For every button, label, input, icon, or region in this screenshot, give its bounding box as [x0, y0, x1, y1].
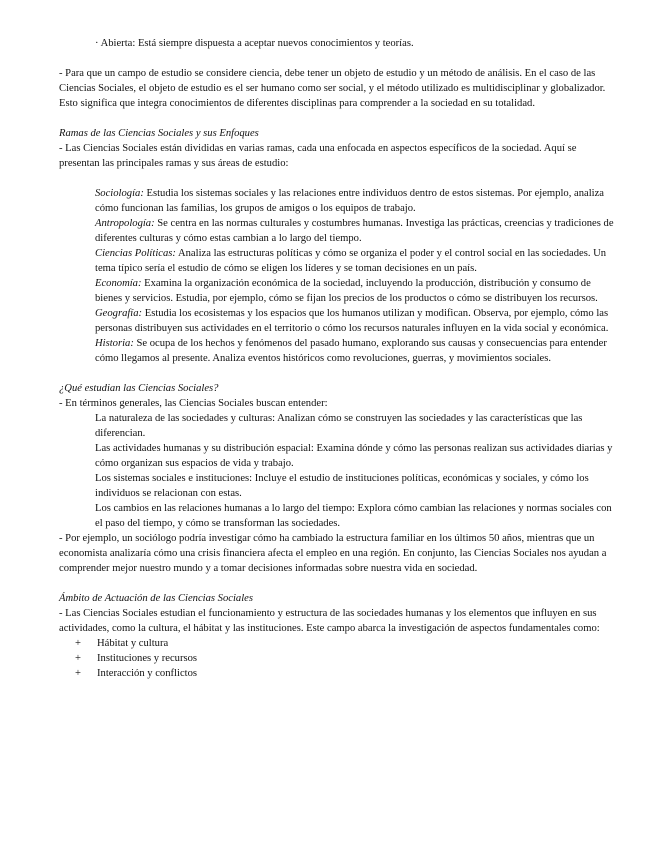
- rama-term: Geografía:: [95, 308, 143, 319]
- plus-bullet-icon: +: [75, 638, 81, 649]
- rama-item-sociologia: [95, 186, 615, 216]
- list-item: La naturaleza de las sociedades y culturas: Analizan cómo se construyen las sociedades y las características que las diferencian.: [95, 413, 583, 439]
- que-estudian-heading: ¿Qué estudian las Ciencias Sociales?: [59, 383, 219, 394]
- rama-text: Estudia los sistemas sociales y las relaciones entre individuos dentro de estos sistemas. Por ejemplo, analiza cómo funcionan las familias, los grupos de amigos o los equipos de trabajo.: [95, 188, 604, 214]
- ramas-list: [59, 186, 615, 366]
- list-item-text: Instituciones y recursos: [97, 653, 198, 664]
- rama-term: Economía:: [95, 278, 142, 289]
- rama-item-antropologia: [95, 216, 615, 246]
- rama-item-historia: [95, 336, 615, 366]
- rama-text: Estudia los ecosistemas y los espacios que los humanos utilizan y modifican. Observa, por ejemplo, cómo las personas distribuyen sus actividades en el territorio o cómo los recursos naturales influyen en la vida social y económica.: [95, 308, 609, 334]
- rama-text: Analiza las estructuras políticas y cómo se organiza el poder y el control social en las sociedades. Un tema típico sería el estudio de cómo se eligen los líderes y se toman decisiones en un país.: [95, 248, 607, 274]
- list-item-text: Interacción y conflictos: [97, 668, 198, 679]
- rama-text: Se ocupa de los hechos y fenómenos del pasado humano, explorando sus causas y consecuencias para entender cómo llegamos al presente. Analiza eventos históricos como revoluciones, guerras, y movimientos sociales.: [95, 338, 607, 364]
- list-item: Los cambios en las relaciones humanas a lo largo del tiempo: Explora cómo cambian las relaciones y normas sociales con el paso del tiempo, y cómo se transforman las sociedades.: [95, 503, 612, 529]
- rama-item-economia: [95, 276, 615, 306]
- ambito-bullet-list: [59, 636, 615, 681]
- ambito-heading: Ámbito de Actuación de las Ciencias Sociales: [59, 593, 253, 604]
- que-estudian-intro: - En términos generales, las Ciencias Sociales buscan entender:: [59, 398, 328, 409]
- list-item: [75, 636, 615, 651]
- list-item: Las actividades humanas y su distribución espacial: Examina dónde y cómo las personas realizan sus actividades diarias y cómo organizan sus espacios de vida y trabajo.: [95, 443, 613, 469]
- que-estudian-list: [59, 411, 615, 531]
- ambito-intro: - Las Ciencias Sociales estudian el funcionamiento y estructura de las sociedades humanas y los elementos que influyen en sus actividades, como la cultura, el hábitat y las instituciones. Este campo abarca la investigación de aspectos fundamentales como:: [59, 608, 600, 634]
- rama-text: Se centra en las normas culturales y costumbres humanas. Investiga las prácticas, creencias y tradiciones de diferentes culturas y cómo estas cambian a lo largo del tiempo.: [95, 218, 614, 244]
- science-definition-paragraph: - Para que un campo de estudio se considere ciencia, debe tener un objeto de estudio y un método de análisis. En el caso de las Ciencias Sociales, el objeto de estudio es el ser humano como ser social, y el método utilizado es multidisciplinar y globalizador. Esto significa que integra conocimientos de diferentes disciplinas para comprender a la sociedad en su totalidad.: [59, 68, 606, 109]
- plus-bullet-icon: +: [75, 653, 81, 664]
- list-item: [75, 651, 615, 666]
- ramas-intro: - Las Ciencias Sociales están divididas en varias ramas, cada una enfocada en aspectos específicos de la sociedad. Aquí se presentan las principales ramas y sus áreas de estudio:: [59, 143, 577, 169]
- rama-term: Ciencias Políticas:: [95, 248, 176, 259]
- rama-item-geografia: [95, 306, 615, 336]
- abierta-line: · Abierta: Está siempre dispuesta a aceptar nuevos conocimientos y teorías.: [95, 38, 414, 49]
- rama-term: Historia:: [95, 338, 134, 349]
- rama-term: Sociología:: [95, 188, 144, 199]
- ejemplo-paragraph: - Por ejemplo, un sociólogo podría investigar cómo ha cambiado la estructura familiar en los últimos 50 años, mientras que un economista analizaría cómo una crisis financiera afecta el empleo en una región. En conjunto, las Ciencias Sociales nos ayudan a comprender mejor nuestro mundo y a tomar decisiones informadas sobre nuestra vida en sociedad.: [59, 533, 607, 574]
- ramas-heading: Ramas de las Ciencias Sociales y sus Enfoques: [59, 128, 259, 139]
- list-item-text: Hábitat y cultura: [97, 638, 169, 649]
- rama-term: Antropología:: [95, 218, 155, 229]
- list-item: [75, 666, 615, 681]
- rama-item-ciencias-politicas: [95, 246, 615, 276]
- rama-text: Examina la organización económica de la sociedad, incluyendo la producción, distribución y consumo de bienes y servicios. Estudia, por ejemplo, cómo se fijan los precios de los productos o cómo se distribuyen los recursos.: [95, 278, 598, 304]
- list-item: Los sistemas sociales e instituciones: Incluye el estudio de instituciones políticas, económicas y sociales, y cómo los individuos se relacionan con estas.: [95, 473, 589, 499]
- plus-bullet-icon: +: [75, 668, 81, 679]
